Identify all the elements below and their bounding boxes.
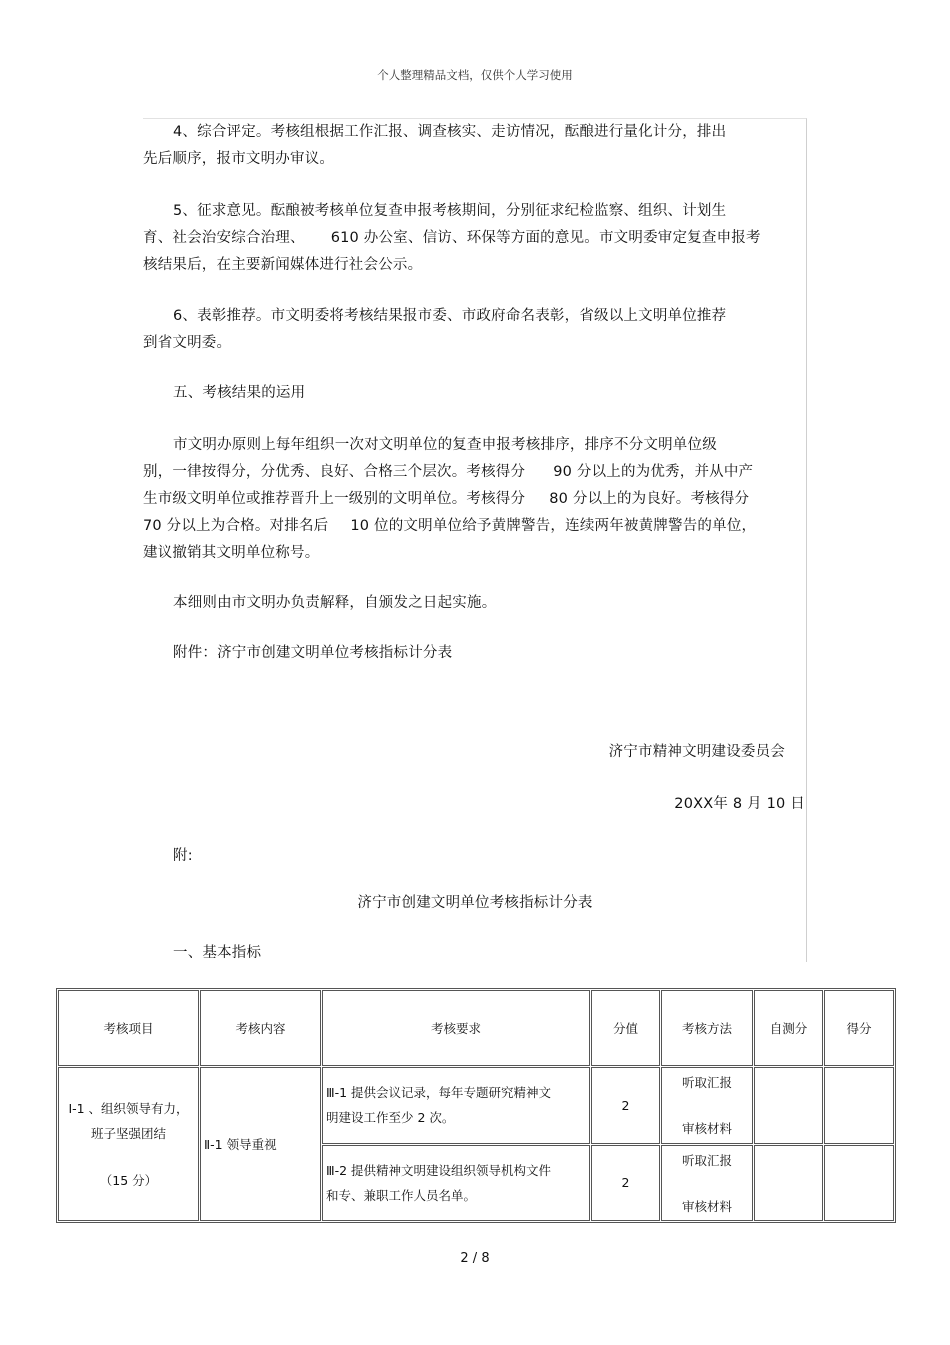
column-header: 考核要求 xyxy=(322,990,590,1066)
column-header: 分值 xyxy=(591,990,660,1066)
self-score-cell xyxy=(754,1145,823,1221)
requirement-cell xyxy=(322,1145,590,1221)
text-line: 先后顺序，报市文明办审议。 xyxy=(143,151,335,167)
text-line xyxy=(143,459,808,486)
method-cell xyxy=(661,1145,753,1221)
cell-line: （15 分） xyxy=(99,1172,158,1188)
assessment-content-cell: Ⅱ-1 领导重视 xyxy=(200,1067,321,1221)
text-segment: 90 分以上的为优秀，并从中产 xyxy=(553,464,754,480)
text-line: 5、征求意见。酝酿被考核单位复查申报考核期间，分别征求纪检监察、组织、计划生 xyxy=(173,203,727,219)
appendix-label: 附: xyxy=(173,848,193,864)
text-segment: 80 分以上的为良好。考核得分 xyxy=(549,491,750,507)
column-header: 考核项目 xyxy=(58,990,199,1066)
text-segment: 70 分以上为合格。对排名后 xyxy=(143,518,329,534)
appendix-section: 一、基本指标 xyxy=(173,945,262,961)
text-line: 到省文明委。 xyxy=(143,335,232,351)
cell-line: 审核材料 xyxy=(681,1198,732,1214)
cell-line: 审核材料 xyxy=(681,1121,732,1137)
page-number: 2 / 8 xyxy=(460,1251,490,1266)
text-line: 6、表彰推荐。市文明委将考核结果报市委、市政府命名表彰，省级以上文明单位推荐 xyxy=(173,308,727,324)
table-row xyxy=(58,1067,894,1143)
cell-line: Ⅲ-2 提供精神文明建设组织领导机构文件 xyxy=(326,1162,552,1178)
score-value-cell: 2 xyxy=(591,1067,660,1143)
cell-line: Ⅰ-1 、组织领导有力， xyxy=(68,1100,189,1116)
requirement-cell xyxy=(322,1067,590,1143)
text-segment: 别，一律按得分，分优秀、良好、合格三个层次。考核得分 xyxy=(143,464,526,480)
column-header: 得分 xyxy=(824,990,894,1066)
text-line: 4、综合评定。考核组根据工作汇报、调查核实、走访情况，酝酿进行量化计分，排出 xyxy=(173,124,727,140)
text-line xyxy=(143,486,808,513)
cell-line: 和专、兼职工作人员名单。 xyxy=(326,1187,477,1203)
cell-line: Ⅲ-1 提供会议记录，每年专题研究精神文 xyxy=(326,1085,552,1101)
attachment-line: 附件：济宁市创建文明单位考核指标计分表 xyxy=(173,645,453,661)
signature-date: 20XX年 8 月 10 日 xyxy=(674,796,805,812)
final-score-cell xyxy=(824,1145,894,1221)
signature-org: 济宁市精神文明建设委员会 xyxy=(608,744,785,760)
cell-line: 班子坚强团结 xyxy=(90,1125,166,1141)
table-header-row xyxy=(58,990,894,1066)
paragraph-5 xyxy=(143,198,808,279)
text-line: 建议撤销其文明单位称号。 xyxy=(143,545,320,561)
text-line xyxy=(143,513,808,540)
text-segment: 生市级文明单位或推荐晋升上一级别的文明单位。考核得分 xyxy=(143,491,526,507)
assessment-item-cell xyxy=(58,1067,199,1221)
paragraph-8: 本细则由市文明办负责解释，自颁发之日起实施。 xyxy=(173,595,497,611)
column-header: 自测分 xyxy=(754,990,823,1066)
column-header: 考核方法 xyxy=(661,990,753,1066)
text-line: 核结果后，在主要新闻媒体进行社会公示。 xyxy=(143,257,423,273)
final-score-cell xyxy=(824,1067,894,1143)
method-cell xyxy=(661,1067,753,1143)
score-table xyxy=(56,988,896,1223)
section-heading: 五、考核结果的运用 xyxy=(173,385,306,401)
cell-line: 明建设工作至少 2 次。 xyxy=(326,1110,455,1126)
page-header: 个人整理精品文档，仅供个人学习使用 xyxy=(377,68,573,82)
paragraph-6 xyxy=(143,303,808,357)
cell-line: 听取汇报 xyxy=(681,1152,732,1168)
paragraph-7 xyxy=(143,432,808,567)
text-line: 市文明办原则上每年组织一次对文明单位的复查申报考核排序，排序不分文明单位级 xyxy=(173,437,717,453)
paragraph-4 xyxy=(143,119,808,173)
text-segment: 育、社会治安综合治理、 xyxy=(143,230,305,246)
appendix-title: 济宁市创建文明单位考核指标计分表 xyxy=(357,895,593,911)
cell-line: 听取汇报 xyxy=(681,1075,732,1091)
text-line xyxy=(143,225,808,252)
column-header: 考核内容 xyxy=(200,990,321,1066)
self-score-cell xyxy=(754,1067,823,1143)
text-segment: 610 办公室、信访、环保等方面的意见。市文明委审定复查申报考 xyxy=(330,230,761,246)
score-value-cell: 2 xyxy=(591,1145,660,1221)
text-segment: 10 位的文明单位给予黄牌警告，连续两年被黄牌警告的单位， xyxy=(350,518,757,534)
